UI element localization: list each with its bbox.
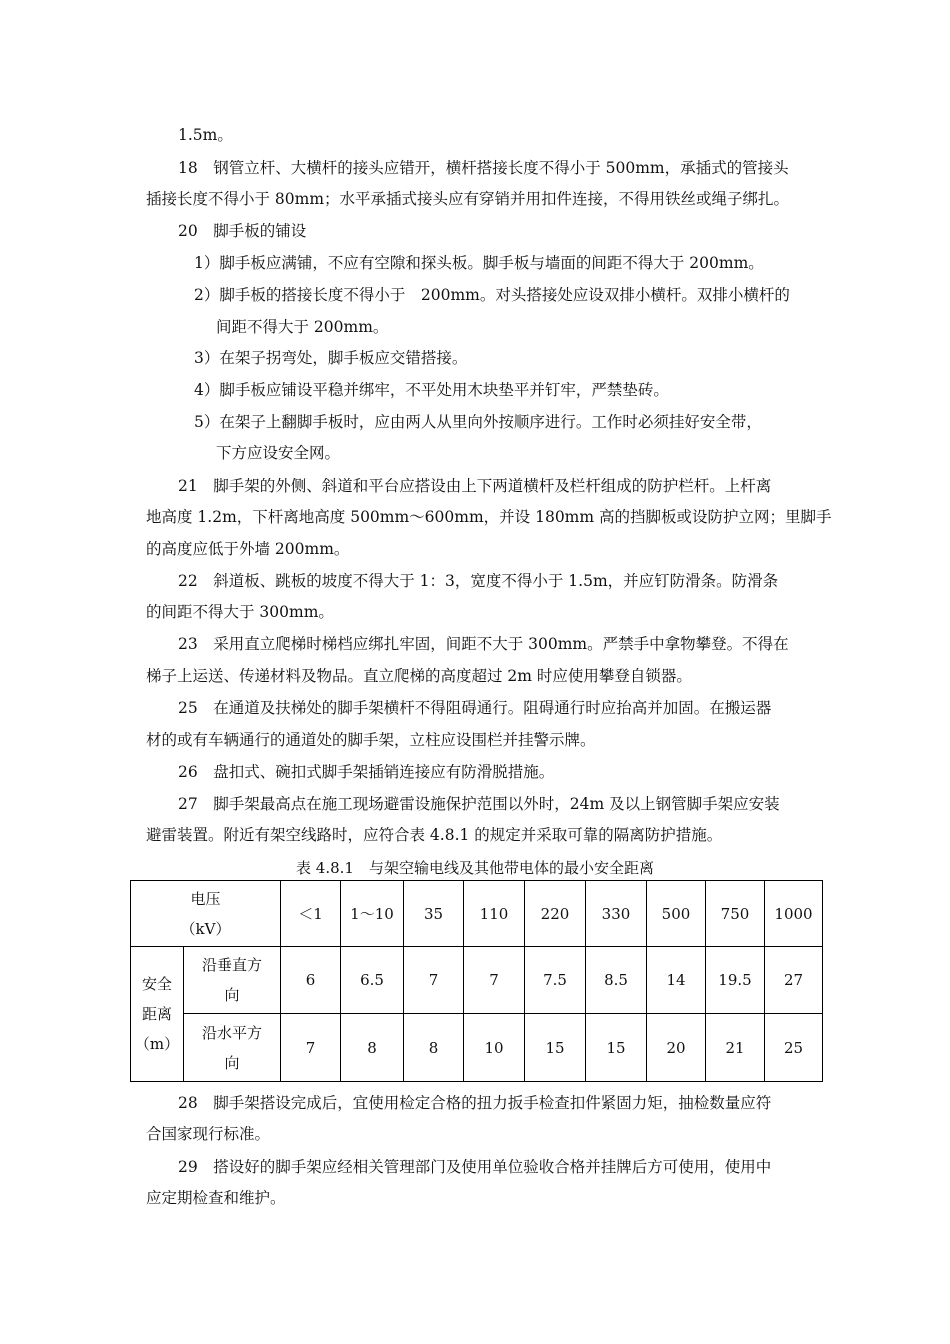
text-line: 合国家现行标准。 bbox=[146, 1125, 271, 1143]
text-line: 27 脚手架最高点在施工现场避雷设施保护范围以外时，24m 及以上钢管脚手架应安装 bbox=[178, 795, 780, 813]
table-row bbox=[131, 1014, 823, 1082]
direction-label-cell bbox=[184, 1014, 281, 1082]
table-cell: 19.5 bbox=[706, 947, 765, 1014]
direction-label-cell bbox=[184, 947, 281, 1014]
voltage-cell: 330 bbox=[586, 881, 647, 947]
text-line: 梯子上运送、传递材料及物品。直立爬梯的高度超过 2m 时应使用攀登自锁器。 bbox=[146, 667, 692, 685]
text-line: 材的或有车辆通行的通道处的脚手架，立柱应设围栏并挂警示牌。 bbox=[146, 731, 596, 749]
direction-label: 沿水平方 bbox=[201, 1023, 262, 1042]
text-line: 应定期检查和维护。 bbox=[146, 1189, 286, 1207]
table-cell: 8 bbox=[341, 1014, 404, 1082]
voltage-header-cell bbox=[131, 881, 281, 947]
table-cell: 25 bbox=[765, 1014, 823, 1082]
voltage-cell: 1000 bbox=[765, 881, 823, 947]
text-line: 下方应设安全网。 bbox=[216, 444, 341, 462]
table-row bbox=[131, 947, 823, 1014]
text-line: 18 钢管立杆、大横杆的接头应错开，横杆搭接长度不得小于 500mm，承插式的管接头 bbox=[178, 159, 789, 177]
safety-distance-label: 距离 bbox=[141, 1005, 172, 1023]
text-line: 20 脚手板的铺设 bbox=[178, 222, 307, 240]
table-cell: 14 bbox=[647, 947, 706, 1014]
table-cell: 10 bbox=[464, 1014, 525, 1082]
safety-distance-label: 安全 bbox=[141, 975, 172, 993]
voltage-label: 电压 bbox=[190, 889, 221, 908]
table-cell: 8.5 bbox=[586, 947, 647, 1014]
table-cell: 15 bbox=[525, 1014, 586, 1082]
table-cell: 15 bbox=[586, 1014, 647, 1082]
voltage-cell: 220 bbox=[525, 881, 586, 947]
voltage-cell: 1～10 bbox=[341, 881, 404, 947]
table-header-row bbox=[131, 881, 823, 947]
table-caption: 表 4.8.1 与架空输电线及其他带电体的最小安全距离 bbox=[296, 859, 654, 877]
table-cell: 7.5 bbox=[525, 947, 586, 1014]
direction-label: 向 bbox=[224, 1053, 240, 1072]
safety-distance-label-cell bbox=[131, 947, 184, 1082]
table-cell: 7 bbox=[404, 947, 464, 1014]
safety-distance-unit: （m） bbox=[134, 1035, 180, 1053]
text-line: 21 脚手架的外侧、斜道和平台应搭设由上下两道横杆及栏杆组成的防护栏杆。上杆离 bbox=[178, 477, 772, 495]
table-cell: 8 bbox=[404, 1014, 464, 1082]
table-cell: 27 bbox=[765, 947, 823, 1014]
voltage-cell: 110 bbox=[464, 881, 525, 947]
text-line: 29 搭设好的脚手架应经相关管理部门及使用单位验收合格并挂牌后方可使用，使用中 bbox=[178, 1158, 772, 1176]
table-cell: 6.5 bbox=[341, 947, 404, 1014]
voltage-unit: （kV） bbox=[180, 919, 231, 938]
text-line: 插接长度不得小于 80mm；水平承插式接头应有穿销并用扣件连接，不得用铁丝或绳子绑扎。 bbox=[146, 190, 790, 208]
text-line: 23 采用直立爬梯时梯档应绑扎牢固，间距不大于 300mm。严禁手中拿物攀登。不得在 bbox=[178, 635, 789, 653]
text-line: 22 斜道板、跳板的坡度不得大于 1：3，宽度不得小于 1.5m，并应钉防滑条。防滑条 bbox=[178, 572, 779, 590]
direction-label: 沿垂直方 bbox=[201, 956, 262, 974]
text-line: 间距不得大于 200mm。 bbox=[216, 318, 389, 336]
text-line: 4）脚手板应铺设平稳并绑牢，不平处用木块垫平并钉牢，严禁垫砖。 bbox=[194, 381, 669, 399]
text-line: 3）在架子拐弯处，脚手板应交错搭接。 bbox=[194, 349, 468, 367]
text-line: 地高度 1.2m，下杆离地高度 500mm～600mm，并设 180mm 高的挡脚板或设防护立网；里脚手 bbox=[146, 508, 832, 526]
text-line: 避雷装置。附近有架空线路时，应符合表 4.8.1 的规定并采取可靠的隔离防护措施。 bbox=[146, 826, 723, 844]
text-line: 26 盘扣式、碗扣式脚手架插销连接应有防滑脱措施。 bbox=[178, 763, 555, 781]
text-line: 的高度应低于外墙 200mm。 bbox=[146, 540, 350, 558]
table-cell: 21 bbox=[706, 1014, 765, 1082]
direction-label: 向 bbox=[224, 986, 240, 1004]
voltage-cell: 500 bbox=[647, 881, 706, 947]
text-line: 5）在架子上翻脚手板时，应由两人从里向外按顺序进行。工作时必须挂好安全带， bbox=[194, 413, 762, 431]
text-line: 的间距不得大于 300mm。 bbox=[146, 603, 334, 621]
voltage-cell: 35 bbox=[404, 881, 464, 947]
table-cell: 20 bbox=[647, 1014, 706, 1082]
text-line: 2）脚手板的搭接长度不得小于 200mm。对头搭接处应设双排小横杆。双排小横杆的 bbox=[194, 286, 790, 304]
table-cell: 7 bbox=[464, 947, 525, 1014]
table-cell: 7 bbox=[281, 1014, 341, 1082]
safety-distance-table bbox=[130, 880, 823, 1082]
text-line: 25 在通道及扶梯处的脚手架横杆不得阻碍通行。阻碍通行时应抬高并加固。在搬运器 bbox=[178, 699, 772, 717]
text-line: 1）脚手板应满铺，不应有空隙和探头板。脚手板与墙面的间距不得大于 200mm。 bbox=[194, 254, 764, 272]
text-line: 1.5m。 bbox=[178, 126, 233, 144]
table-cell: 6 bbox=[281, 947, 341, 1014]
voltage-cell: 750 bbox=[706, 881, 765, 947]
voltage-cell: ＜1 bbox=[281, 881, 341, 947]
text-line: 28 脚手架搭设完成后，宜使用检定合格的扭力扳手检查扣件紧固力矩，抽检数量应符 bbox=[178, 1094, 772, 1112]
